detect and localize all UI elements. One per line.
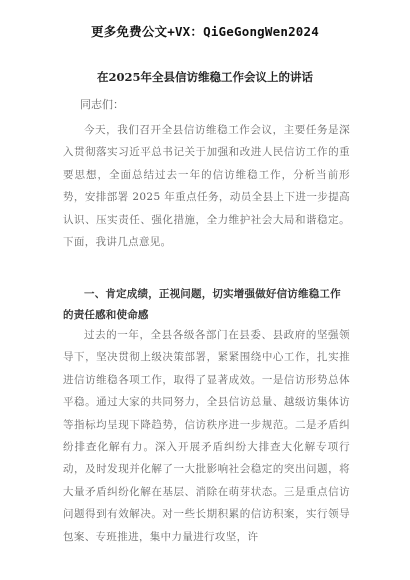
promo-header: 更多免费公文+VX：QiGeGongWen2024	[91, 24, 319, 39]
intro-paragraph: 今天，我们召开全县信访维稳工作会议，主要任务是深入贯彻落实习近平总书记关于加强和改进人民信访工作的重要思想，全面总结过去一年的信访维稳工作，分析当前形势，安排部署 2025 年重点任务，动员全县上下进一步提高认识、压实责任、强化措施，全力维护社会大局和谐稳定。下面，我讲几点意见。	[63, 124, 350, 249]
salutation: 同志们：	[80, 98, 124, 111]
document-title: 在2025年全县信访维稳工作会议上的讲话	[96, 70, 313, 84]
section-heading-1: 一、肯定成绩，正视问题，切实增强做好信访维稳工作的责任感和使命感	[63, 288, 341, 321]
section-1-paragraph: 过去的一年，全县各级各部门在县委、县政府的坚强领导下，坚决贯彻上级决策部署，紧紧围绕中心工作，扎实推进信访维稳各项工作，取得了显著成效。一是信访形势总体平稳。通过大家的共同努力，全县信访总量、越级访集体访等指标均呈现下降趋势，信访秩序进一步规范。二是矛盾纠纷排查化解有力。深入开展矛盾纠纷大排查大化解专项行动，及时发现并化解了一大批影响社会稳定的突出问题，将大量矛盾纠纷化解在基层、消除在萌芽状态。三是重点信访问题得到有效解决。对一些长期积累的信访积案，实行领导包案、专班推进，集中力量进行攻坚，许	[63, 329, 350, 543]
